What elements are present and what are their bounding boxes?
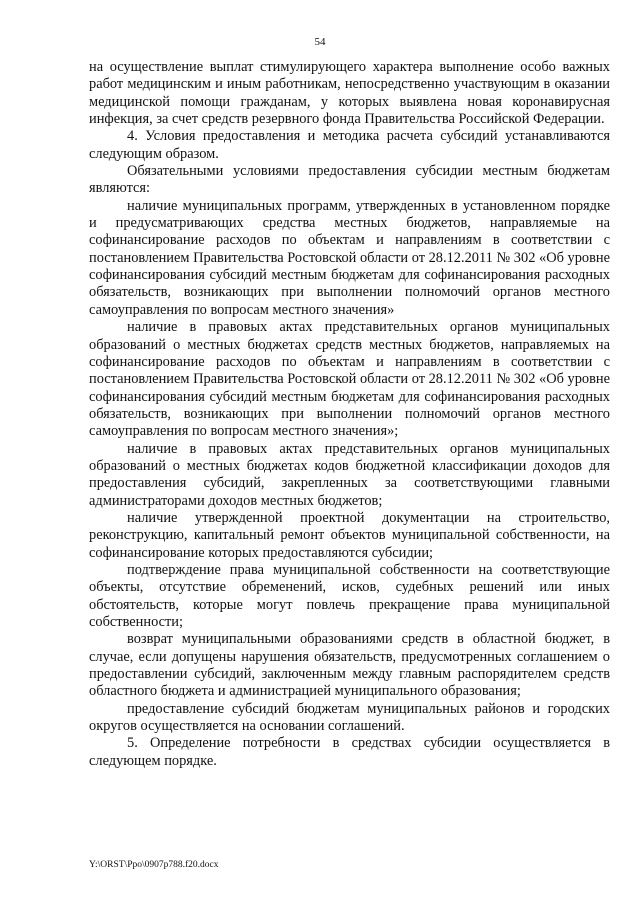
paragraph-condition-ownership-rights: подтверждение права муниципальной собственности на соответствующие объекты, отсутствие обременений, исков, судебных решений или иных обстоятельств, которые могут повлечь прекращение права муниципальной собственности; xyxy=(89,561,610,630)
document-body xyxy=(89,59,610,770)
paragraph-condition-agreements: предоставление субсидий бюджетам муниципальных районов и городских округов осуществляется на основании соглашений. xyxy=(89,700,610,735)
page-number: 54 xyxy=(314,36,326,48)
paragraph-mandatory-conditions: Обязательными условиями предоставления субсидии местным бюджетам являются: xyxy=(89,163,610,197)
paragraph-condition-municipal-programs: наличие муниципальных программ, утвержденных в установленном порядке и предусматривающих средства местных бюджетов, направляемые на софинансирование расходов по объектам и направлениям в соответствии с постановлением Правительства Ростовской области от 28.12.2011 № 302 «Об уровне софинансирования субсидий местным бюджетам для софинансирования расходных обязательств, возникающих при выполнении полномочий органов местного самоуправления по вопросам местного значения» xyxy=(89,197,610,318)
paragraph-condition-funds-return: возврат муниципальными образованиями средств в областной бюджет, в случае, если допущены нарушения обязательств, предусмотренных соглашением о предоставлении субсидий, заключенным между главным распорядителем средств областного бюджета и администрацией муниципального образования; xyxy=(89,631,610,700)
paragraph-section-4: 4. Условия предоставления и методика расчета субсидий устанавливаются следующим образом. xyxy=(89,128,610,162)
paragraph-section-5: 5. Определение потребности в средствах субсидии осуществляется в следующем порядке. xyxy=(89,735,610,769)
paragraph-condition-budget-funds: наличие в правовых актах представительных органов муниципальных образований о местных бюджетах средств местных бюджетов, направляемых на софинансирование расходов по объектам и направлениям в соответствии с постановлением Правительства Ростовской области от 28.12.2011 № 302 «Об уровне софинансирования субсидий местным бюджетам для софинансирования расходных обязательств, возникающих при выполнении полномочий органов местного самоуправления по вопросам местного значения»; xyxy=(89,319,610,440)
file-path-footer: Y:\ORST\Ppo\0907p788.f20.docx xyxy=(89,860,219,870)
paragraph-condition-budget-codes: наличие в правовых актах представительных органов муниципальных образований о местных бюджетах кодов бюджетной классификации доходов для предоставления субсидий, закрепленных за соответствующими главными администраторами доходов местных бюджетов; xyxy=(89,440,610,509)
paragraph-continuation: на осуществление выплат стимулирующего характера выполнение особо важных работ медицинским и иным работникам, непосредственно участвующим в оказании медицинской помощи гражданам, у которых выявлена новая коронавирусная инфекция, за счет средств резервного фонда Правительства Российской Федерации. xyxy=(89,59,610,128)
paragraph-condition-project-documentation: наличие утвержденной проектной документации на строительство, реконструкцию, капитальный ремонт объектов муниципальной собственности, на софинансирование которых предоставляются субсидии; xyxy=(89,509,610,561)
